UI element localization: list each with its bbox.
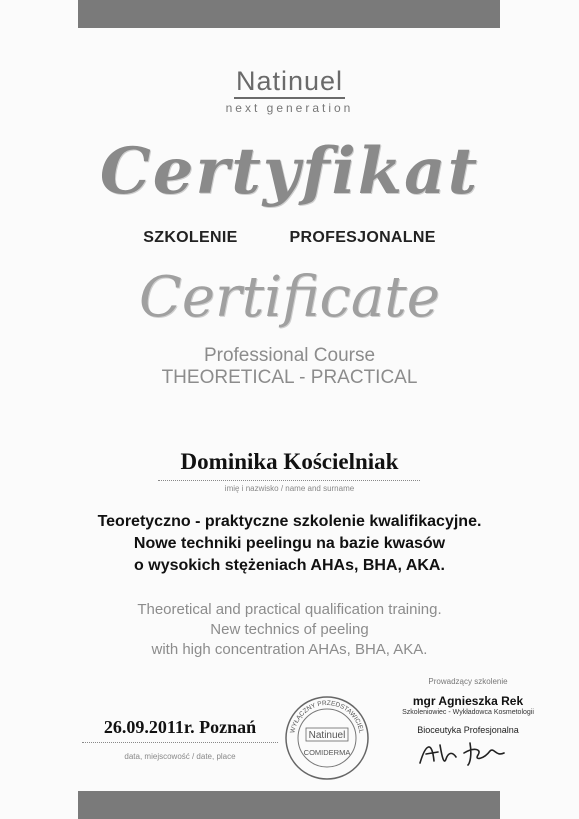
course-line-1: Professional Course [203, 345, 376, 366]
desc-pl-line-1: Teoretyczno - praktyczne szkolenie kwalifikacyjne. [97, 513, 482, 530]
name-divider [158, 480, 420, 481]
subtitle-left: SZKOLENIE [143, 229, 238, 246]
stamp-top-text: WYŁĄCZNY PRZEDSTAWICIEL [289, 699, 365, 734]
company-stamp [284, 695, 370, 781]
date-place-value: 26.09.2011r. Poznań [103, 717, 257, 737]
recipient-name: Dominika Kościelniak [180, 449, 399, 474]
instructor-title: Bioceutyka Profesjonalna [417, 725, 519, 735]
logo-wordmark: Natinuel [234, 66, 345, 99]
description-english [0, 600, 579, 660]
subtitle-right: PROFESJONALNE [289, 229, 436, 246]
stamp-bottom-text: COMIDERMA [303, 748, 351, 757]
desc-en-line-1: Theoretical and practical qualification training. [137, 601, 442, 618]
course-english [0, 345, 579, 389]
top-border-bar [78, 0, 500, 28]
recipient-label: imię i nazwisko / name and surname [224, 484, 355, 493]
handwritten-signature [412, 737, 522, 769]
instructor-name: mgr Agnieszka Rek [412, 694, 524, 708]
desc-en-line-3: with high concentration AHAs, BHA, AKA. [151, 641, 428, 658]
title-polish: Certyfikat [99, 134, 480, 209]
instructor-label: Prowadzący szkolenie [428, 677, 508, 686]
date-place-label: data, miejscowość / date, place [124, 752, 236, 761]
title-english: Certificate [139, 265, 440, 330]
desc-en-line-2: New technics of peeling [210, 621, 369, 638]
subtitle-polish [0, 229, 579, 247]
stamp-brand: Natinuel [308, 730, 346, 741]
course-line-2: THEORETICAL - PRACTICAL [161, 367, 418, 388]
date-divider [82, 742, 278, 743]
description-polish [0, 511, 579, 577]
brand-logo [0, 66, 579, 115]
desc-pl-line-3: o wysokich stężeniach AHAs, BHA, AKA. [134, 557, 445, 574]
desc-pl-line-2: Nowe techniki peelingu na bazie kwasów [133, 535, 446, 552]
instructor-role: Szkoleniowiec - Wykładowca Kosmetologii [402, 709, 534, 716]
bottom-border-bar [78, 791, 500, 819]
logo-tagline: next generation [225, 101, 354, 115]
